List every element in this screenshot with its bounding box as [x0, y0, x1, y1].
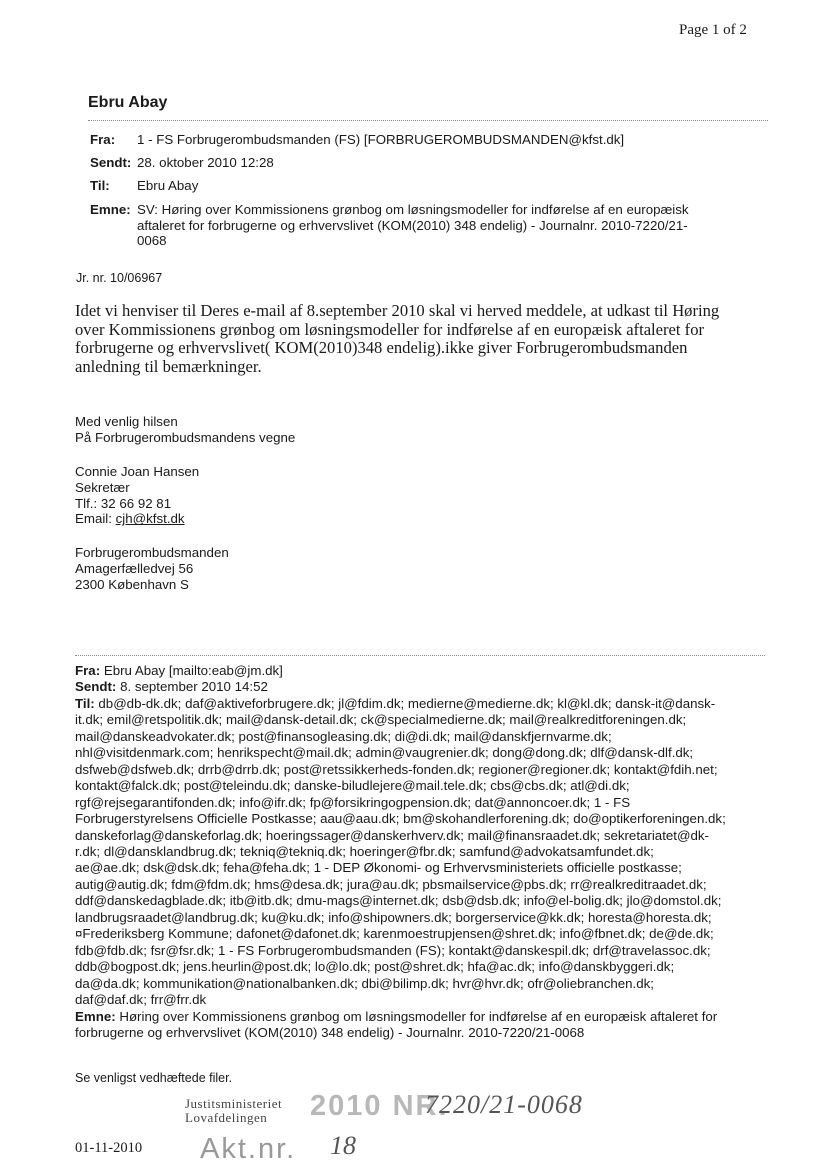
fwd-from: [75, 663, 765, 679]
street-address: Amagerfælledvej 56: [75, 560, 194, 576]
subject-line: 0068: [137, 233, 167, 249]
body-line: forbrugerne og erhvervslivet( KOM(2010)348 endelig).ikke giver Forbrugerombudsmanden: [75, 338, 688, 357]
signature-contact: [75, 464, 199, 527]
recipient-line: danskeforlag@danskeforlag.dk; hoeringssager@danskerhverv.dk; mail@finansraadet.dk; sekretariatet@dk-: [75, 827, 709, 843]
recipient-line: dsfweb@dsfweb.dk; drrb@drrb.dk; post@retssikkerheds-fonden.dk; regioner@regioner.dk; kontakt@fdih.net;: [75, 761, 718, 777]
email-link[interactable]: cjh@kfst.dk: [115, 511, 185, 527]
recipient-line: mail@danskeadvokater.dk; post@finansogleasing.dk; di@di.dk; mail@danskfjernvarme.dk;: [75, 728, 612, 744]
stamp-akt-label: Akt.nr.: [200, 1133, 297, 1165]
recipient-line: landbrugsraadet@landbrug.dk; ku@ku.dk; info@shipowners.dk; borgerservice@kk.dk; horesta@horesta.dk;: [75, 909, 712, 925]
body-line: Idet vi henviser til Deres e-mail af 8.september 2010 skal vi herved meddele, at udkast til Høring: [75, 301, 720, 320]
ministry-stamp: [185, 1097, 282, 1125]
subject-value: [137, 202, 717, 249]
stamp-case-number: 7220/21-0068: [425, 1090, 583, 1119]
attachment-note: Se venligst vedhæftede filer.: [75, 1071, 233, 1085]
stamp-ministry: Justitsministeriet: [185, 1096, 283, 1111]
on-behalf: På Forbrugerombudsmandens vegne: [75, 429, 296, 445]
org-name: Forbrugerombudsmanden: [75, 545, 229, 560]
signature-greeting: [75, 414, 295, 446]
received-date: 01-11-2010: [75, 1140, 143, 1156]
recipient-line: kontakt@falck.dk; post@teleindu.dk; danske-biludlejere@mail.tele.dk; cbs@cbs.dk; atl@di.dk;: [75, 778, 630, 794]
to-value: Ebru Abay: [137, 178, 199, 193]
fwd-subject-line: [75, 1009, 765, 1025]
signer-phone: Tlf.: 32 66 92 81: [75, 495, 172, 511]
recipient-line: it.dk; emil@retspolitik.dk; mail@dansk-detail.dk; ck@specialmedierne.dk; mail@realkreditforeningen.dk;: [75, 712, 687, 728]
recipient-line: ddf@danskedagblade.dk; itb@itb.dk; dmu-mags@internet.dk; dsb@dsb.dk; info@el-bolig.dk; jlo@domstol.dk;: [75, 893, 722, 909]
sent-value: 28. oktober 2010 12:28: [137, 155, 274, 170]
recipient-line: rgf@rejsegarantifonden.dk; info@ifr.dk; fp@forsikringogpension.dk; dat@annoncoer.dk; 1 - FS: [75, 794, 631, 810]
page-number: Page 1 of 2: [679, 22, 747, 38]
body-line: anledning til bemærkninger.: [75, 356, 262, 376]
subject-line: aftaleret for forbrugerne og erhvervslivet (KOM(2010) 348 endelig) - Journalnr. 2010-7220/21-: [137, 217, 688, 233]
divider-rule: [75, 655, 765, 656]
sender-name: Ebru Abay: [88, 94, 168, 111]
to-label: Til:: [90, 178, 110, 193]
recipient-line: da@da.dk; kommunikation@nationalbanken.dk; dbi@bilimp.dk; hvr@hvr.dk; ofr@oliebranchen.dk;: [75, 975, 654, 991]
stamp-year: 2010 NR.: [310, 1090, 449, 1122]
body-line: over Kommissionens grønbog om løsningsmodeller for indførelse af en europæisk aftaleret for: [75, 319, 705, 339]
recipient-line: daf@daf.dk; frr@frr.dk: [75, 992, 207, 1008]
forwarded-message: [75, 663, 765, 1041]
fwd-from-label: Fra:: [75, 663, 101, 678]
subject-label: Emne:: [90, 202, 131, 217]
fwd-sent-label: Sendt:: [75, 679, 117, 695]
fwd-to-label: Til:: [75, 695, 95, 711]
from-label: Fra:: [90, 132, 116, 147]
from-value: 1 - FS Forbrugerombudsmanden (FS) [FORBRUGEROMBUDSMANDEN@kfst.dk]: [137, 132, 625, 147]
fwd-to-line: [75, 696, 765, 712]
body-text: [75, 302, 765, 376]
journal-number: Jr. nr. 10/06967: [76, 271, 163, 285]
signature-address: [75, 545, 229, 592]
fwd-sent-value: 8. september 2010 14:52: [116, 679, 268, 695]
stamp-akt-number: 18: [330, 1131, 356, 1160]
recipient-line: ¤Frederiksberg Kommune; dafonet@dafonet.dk; karenmoestrupjensen@shret.dk; info@fbnet.dk; de@de.dk;: [75, 926, 714, 942]
recipient-line: db@db-dk.dk; daf@aktiveforbrugere.dk; jl@fdim.dk; medierne@medierne.dk; kl@kl.dk; dansk-it@dansk-: [94, 695, 716, 711]
signer-email-line: [75, 511, 199, 527]
recipient-line: nhl@visitdenmark.com; henrikspecht@mail.dk; admin@vaugrenier.dk; dong@dong.dk; dlf@dansk-dlf.dk;: [75, 745, 694, 761]
email-label: Email:: [75, 511, 116, 527]
fwd-sent: [75, 679, 765, 695]
city-address: 2300 København S: [75, 576, 189, 592]
signer-name: Connie Joan Hansen: [75, 464, 200, 479]
recipient-line: ddb@bogpost.dk; jens.heurlin@post.dk; lo@lo.dk; post@shret.dk; hfa@ac.dk; info@danskbyggeri.dk;: [75, 959, 675, 975]
signer-title: Sekretær: [75, 479, 130, 495]
subject-line: SV: Høring over Kommissionens grønbog om løsningsmodeller for indførelse af en europæisk: [137, 202, 689, 217]
divider-rule: [88, 120, 768, 121]
sent-label: Sendt:: [90, 155, 132, 170]
fwd-from-value: Ebru Abay [mailto:eab@jm.dk]: [100, 663, 283, 678]
fwd-subject-value: forbrugerne og erhvervslivet (KOM(2010) 348 endelig) - Journalnr. 2010-7220/21-0068: [75, 1024, 585, 1040]
recipient-line: Forbrugerstyrelsens Officielle Postkasse; aau@aau.dk; bm@skohandlerforening.dk; do@optikerforeningen.dk;: [75, 811, 726, 827]
recipient-line: r.dk; dl@dansklandbrug.dk; tekniq@tekniq.dk; hoeringer@fbr.dk; samfund@advokatsamfundet.dk;: [75, 843, 654, 859]
recipient-line: fdb@fdb.dk; fsr@fsr.dk; 1 - FS Forbrugerombudsmanden (FS); kontakt@danskespil.dk; drf@travelassoc.dk;: [75, 942, 711, 958]
stamp-department: Lovafdelingen: [185, 1110, 268, 1125]
greeting: Med venlig hilsen: [75, 414, 178, 429]
recipient-line: autig@autig.dk; fdm@fdm.dk; hms@desa.dk; jura@au.dk; pbsmailservice@pbs.dk; rr@realkreditraadet.dk;: [75, 876, 707, 892]
fwd-subject-label: Emne:: [75, 1008, 116, 1024]
recipient-line: ae@ae.dk; dsk@dsk.dk; feha@feha.dk; 1 - DEP Økonomi- og Erhvervsministeriets officielle postkasse;: [75, 860, 682, 876]
fwd-subject-value: Høring over Kommissionens grønbog om løsningsmodeller for indførelse af en europæisk aftaleret for: [115, 1008, 718, 1024]
